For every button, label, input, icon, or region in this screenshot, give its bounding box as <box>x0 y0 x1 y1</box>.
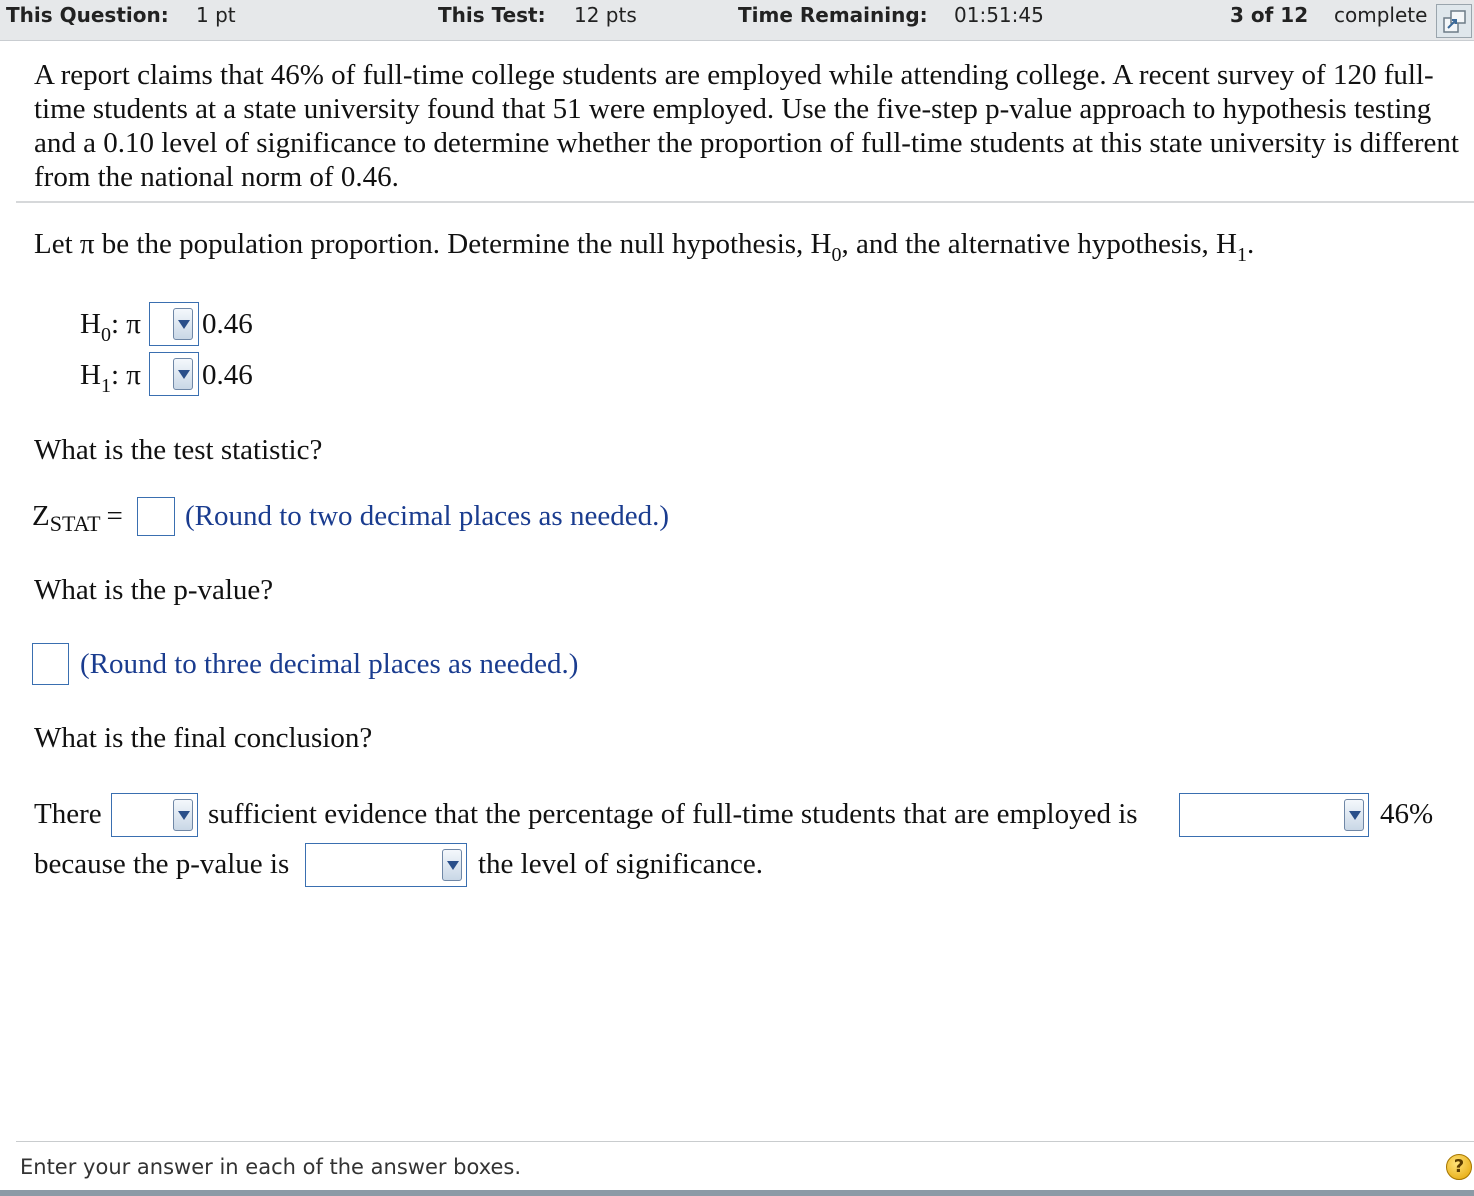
this-test-label: This Test: <box>438 3 546 27</box>
conclusion-mid-text: sufficient evidence that the percentage of full-time students that are employed is <box>208 798 1138 830</box>
zstat-input[interactable] <box>137 497 175 536</box>
this-question-value: 1 pt <box>196 3 236 27</box>
bottom-strip <box>0 1190 1474 1196</box>
help-icon[interactable]: ? <box>1446 1154 1472 1180</box>
pvalue-comparison-dropdown[interactable] <box>305 843 467 887</box>
header-bar <box>0 0 1474 41</box>
footer-instruction: Enter your answer in each of the answer boxes. <box>20 1155 522 1179</box>
chevron-down-icon <box>1344 799 1364 831</box>
conclusion-there: There <box>34 798 102 830</box>
p-value-input[interactable] <box>32 643 69 685</box>
hypothesis-prompt: Let π be the population proportion. Determine the null hypothesis, $H_0$, and the alternative hypothesis, $H_1$. <box>34 228 1255 266</box>
progress-status: complete <box>1334 3 1428 27</box>
conclusion-because: because the p-value is <box>34 848 290 880</box>
time-remaining-value: 01:51:45 <box>954 3 1044 27</box>
h1-value: 0.46 <box>202 359 253 391</box>
h1-label: $H_1$: π <box>80 359 141 397</box>
this-test-value: 12 pts <box>574 3 637 27</box>
comparison-dropdown[interactable] <box>1179 793 1369 837</box>
h1-operator-dropdown[interactable] <box>149 352 199 396</box>
section-divider <box>16 201 1474 203</box>
chevron-down-icon <box>173 799 193 831</box>
footer-divider <box>16 1141 1474 1142</box>
conclusion-percent: 46% <box>1380 798 1434 830</box>
h0-value: 0.46 <box>202 308 253 340</box>
chevron-down-icon <box>442 849 462 881</box>
question-text: A report claims that 46% of full-time college students are employed while attending college. A recent survey of 120 full-time students at a state university found that 51 were employed. Use the five-step p-value approach to hypothesis testing and a 0.10 level of significance to determine whether the proportion of full-time students at this state university is different from the national norm of 0.46. <box>34 59 1459 193</box>
conclusion-question: What is the final conclusion? <box>34 722 373 754</box>
h0-operator-dropdown[interactable] <box>149 302 199 346</box>
chevron-down-icon <box>173 358 193 390</box>
this-question-label: This Question: <box>6 3 169 27</box>
p-value-hint: (Round to three decimal places as needed.) <box>80 648 579 680</box>
conclusion-end-text: the level of significance. <box>478 848 764 880</box>
time-remaining-label: Time Remaining: <box>738 3 928 27</box>
p-value-question: What is the p-value? <box>34 574 274 606</box>
test-statistic-question: What is the test statistic? <box>34 434 323 466</box>
zstat-hint: (Round to two decimal places as needed.) <box>185 500 669 532</box>
zstat-label: $Z_{STAT}$ = <box>32 500 123 536</box>
chevron-down-icon <box>173 308 193 340</box>
expand-window-icon[interactable] <box>1436 4 1472 38</box>
progress-label: 3 of 12 <box>1230 3 1309 27</box>
h0-label: $H_0$: π <box>80 308 141 346</box>
evidence-dropdown[interactable] <box>111 793 198 837</box>
